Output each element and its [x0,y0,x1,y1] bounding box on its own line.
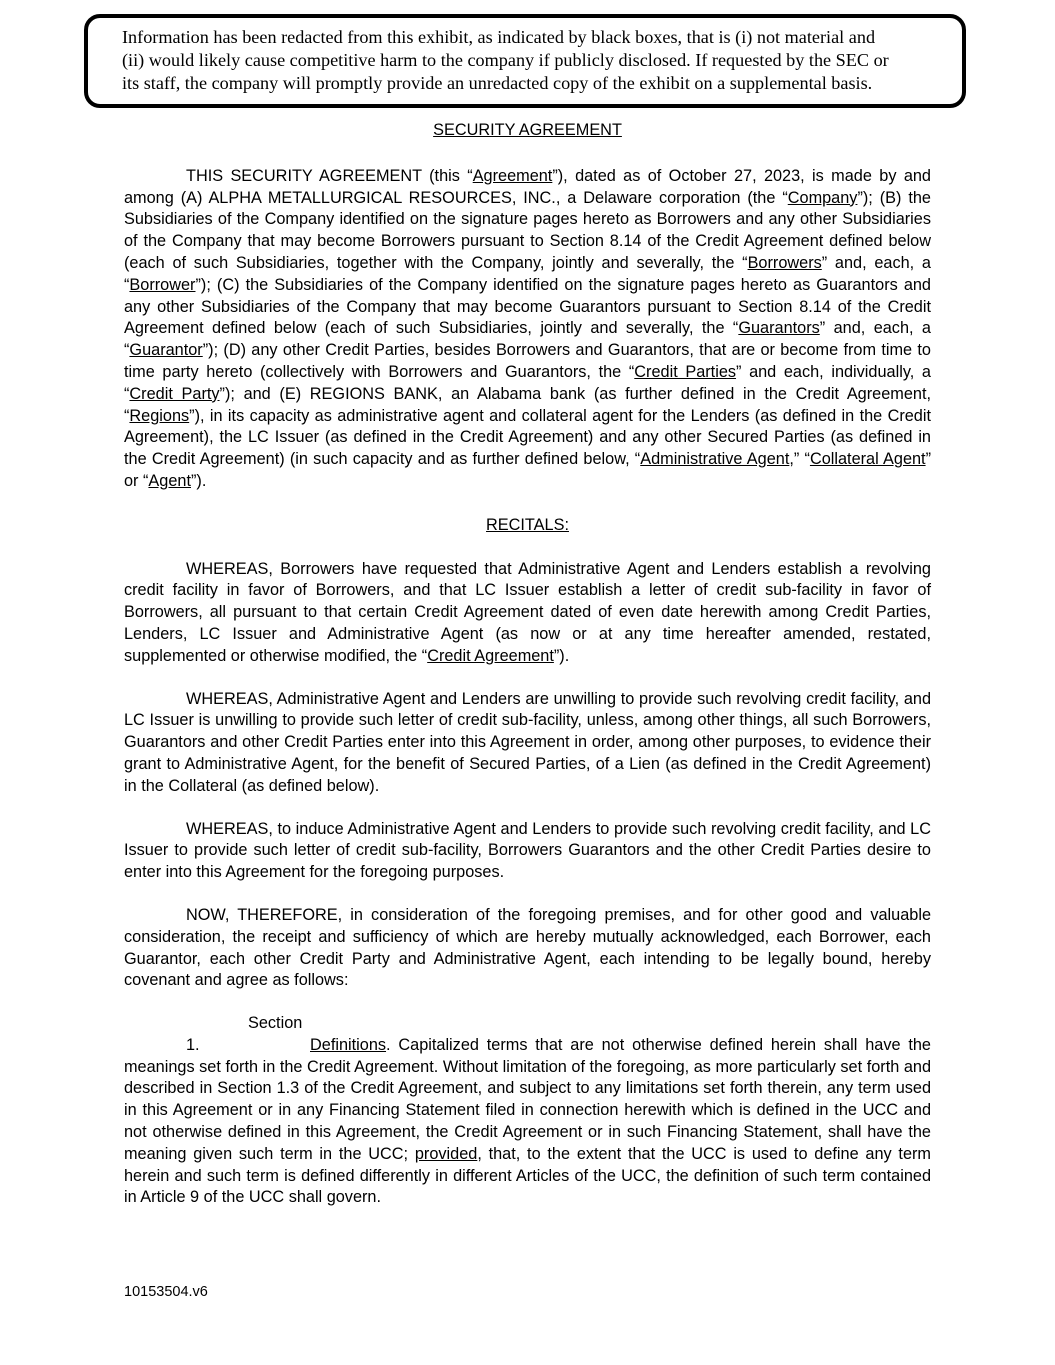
defined-term-credit-party: Credit Party [129,384,220,403]
defined-term-agreement: Agreement [472,166,553,185]
defined-term-credit-parties: Credit Parties [634,362,737,381]
defined-term-guarantors: Guarantors [738,319,820,338]
intro-text: ”). [190,471,207,490]
redaction-notice-box [84,14,966,108]
defined-term-collateral-agent: Collateral Agent [809,450,926,469]
intro-text: ”); (D) any other Credit Parties, besides Borrowers and Guarantors, that are or become from time to time party hereto (collectively with Borrowers and Guarantors, the “ [124,341,931,381]
document-title: SECURITY AGREEMENT [433,121,622,139]
defined-term-company: Company [787,188,858,207]
recitals-heading: RECITALS: [486,515,569,534]
document-body [124,120,931,1209]
document-id-footer: 10153504.v6 [124,1284,208,1300]
intro-text: ”); (B) the Subsidiaries of the Company identified on the signature pages hereto as Borrowers and any other Subsidiaries of the Company that may become Borrowers pursuant to Section 8.14 of the Credit Agreement defined below (each of such Subsidiaries, together with the Company, jointly and severally, the “ [124,188,931,272]
now-therefore-paragraph: NOW, THEREFORE, in consideration of the foregoing premises, and for other good and valuable consideration, the receipt and sufficiency of which are hereby mutually acknowledged, each Borrower, each Guarantor, each other Credit Party and Administrative Agent, each intending to be legally bound, hereby covenant and agree as follows: [124,905,931,990]
section-number: Section 1. [186,1014,303,1054]
intro-paragraph [124,166,931,493]
defined-term-regions: Regions [129,406,190,425]
defined-term-borrowers: Borrowers [747,253,822,272]
defined-term-agent: Agent [148,471,191,490]
intro-text: ” and, each, a “ [124,319,931,360]
section-1-paragraph [124,1013,931,1209]
section-heading-definitions: Definitions [310,1035,387,1054]
whereas-text: WHEREAS, Borrowers have requested that Administrative Agent and Lenders establish a revolving credit facility in favor of Borrowers, and that LC Issuer establish a letter of credit sub-facility in favor of Borrowers, all pursuant to that certain Credit Agreement dated of even date herewith among Credit Parties, Lenders, LC Issuer and Administrative Agent (as now or at any time hereafter amended, restated, supplemented or otherwise modified, the “ [124,559,931,665]
intro-text: ”), dated as of October 27, 2023, is made by and among (A) ALPHA METALLURGICAL RESOURCES, INC., a Delaware corporation (the “ [124,166,931,207]
defined-term-credit-agreement: Credit Agreement [427,646,554,665]
intro-text: THIS SECURITY AGREEMENT (this “ [186,166,473,185]
intro-text: ”); and (E) REGIONS BANK, an Alabama bank (as further defined in the Credit Agreement, “ [124,384,931,425]
defined-term-borrower: Borrower [129,275,196,294]
intro-text: ,” “ [789,450,810,469]
section-text: . Capitalized terms that are not otherwise defined herein shall have the meanings set forth in the Credit Agreement. Without limitation of the foregoing, as more particularly set forth and described in Section 1.3 of the Credit Agreement, and subject to any limitations set forth therein, any term used in this Agreement or in any Financing Statement filed in connection herewith which is defined in the UCC and not otherwise defined in this Agreement, the Credit Agreement or in such Financing Statement, shall have the meaning given such term in the UCC; [124,1035,931,1163]
whereas-text: ”). [553,646,570,665]
notice-line-3: its staff, the company will promptly provide an unredacted copy of the exhibit on a supplemental basis. [122,73,873,93]
whereas-paragraph-3: WHEREAS, to induce Administrative Agent and Lenders to provide such revolving credit facility, and LC Issuer to provide such letter of credit sub-facility, Borrowers Guarantors and the other Credit Parties desire to enter into this Agreement for the foregoing purposes. [124,819,931,882]
whereas-paragraph-2: WHEREAS, Administrative Agent and Lenders are unwilling to provide such revolving credit facility, and LC Issuer is unwilling to provide such letter of credit sub-facility, unless, among other things, all such Borrowers, Guarantors and other Credit Parties enter into this Agreement in order, among other purposes, to evidence their grant to Administrative Agent, for the benefit of Secured Parties, of a Lien (as defined in the Credit Agreement) in the Collateral (as defined below). [124,689,931,795]
section-text: , that, to the extent that the UCC is used to define any term herein and such term is defined differently in different Articles of the UCC, the definition of such term contained in Article 9 of the UCC shall govern. [124,1144,931,1207]
defined-term-guarantor: Guarantor [129,341,203,360]
intro-text: ” and each, individually, a “ [124,362,931,403]
term-provided: provided [414,1144,478,1163]
intro-text: ”); (C) the Subsidiaries of the Company identified on the signature pages hereto as Guarantors and any other Subsidiaries of the Company that may become Guarantors pursuant to Section 8.14 of the Credit Agreement defined below (each of such Subsidiaries, jointly and severally, the “ [124,275,931,338]
intro-text: ” and, each, a “ [124,253,931,294]
notice-line-2: (ii) would likely cause competitive harm to the company if publicly disclosed. If requested by the SEC or [122,50,889,70]
defined-term-administrative-agent: Administrative Agent [640,450,790,469]
notice-line-1: Information has been redacted from this exhibit, as indicated by black boxes, that is (i) not material and [122,27,876,47]
intro-text: ” or “ [124,450,931,490]
whereas-paragraph-1 [124,559,931,668]
intro-text: ”), in its capacity as administrative agent and collateral agent for the Lenders (as defined in the Credit Agreement), the LC Issuer (as defined in the Credit Agreement) and any other Secured Parties (as defined in the Credit Agreement) (in such capacity and as further defined below, “ [124,406,931,469]
